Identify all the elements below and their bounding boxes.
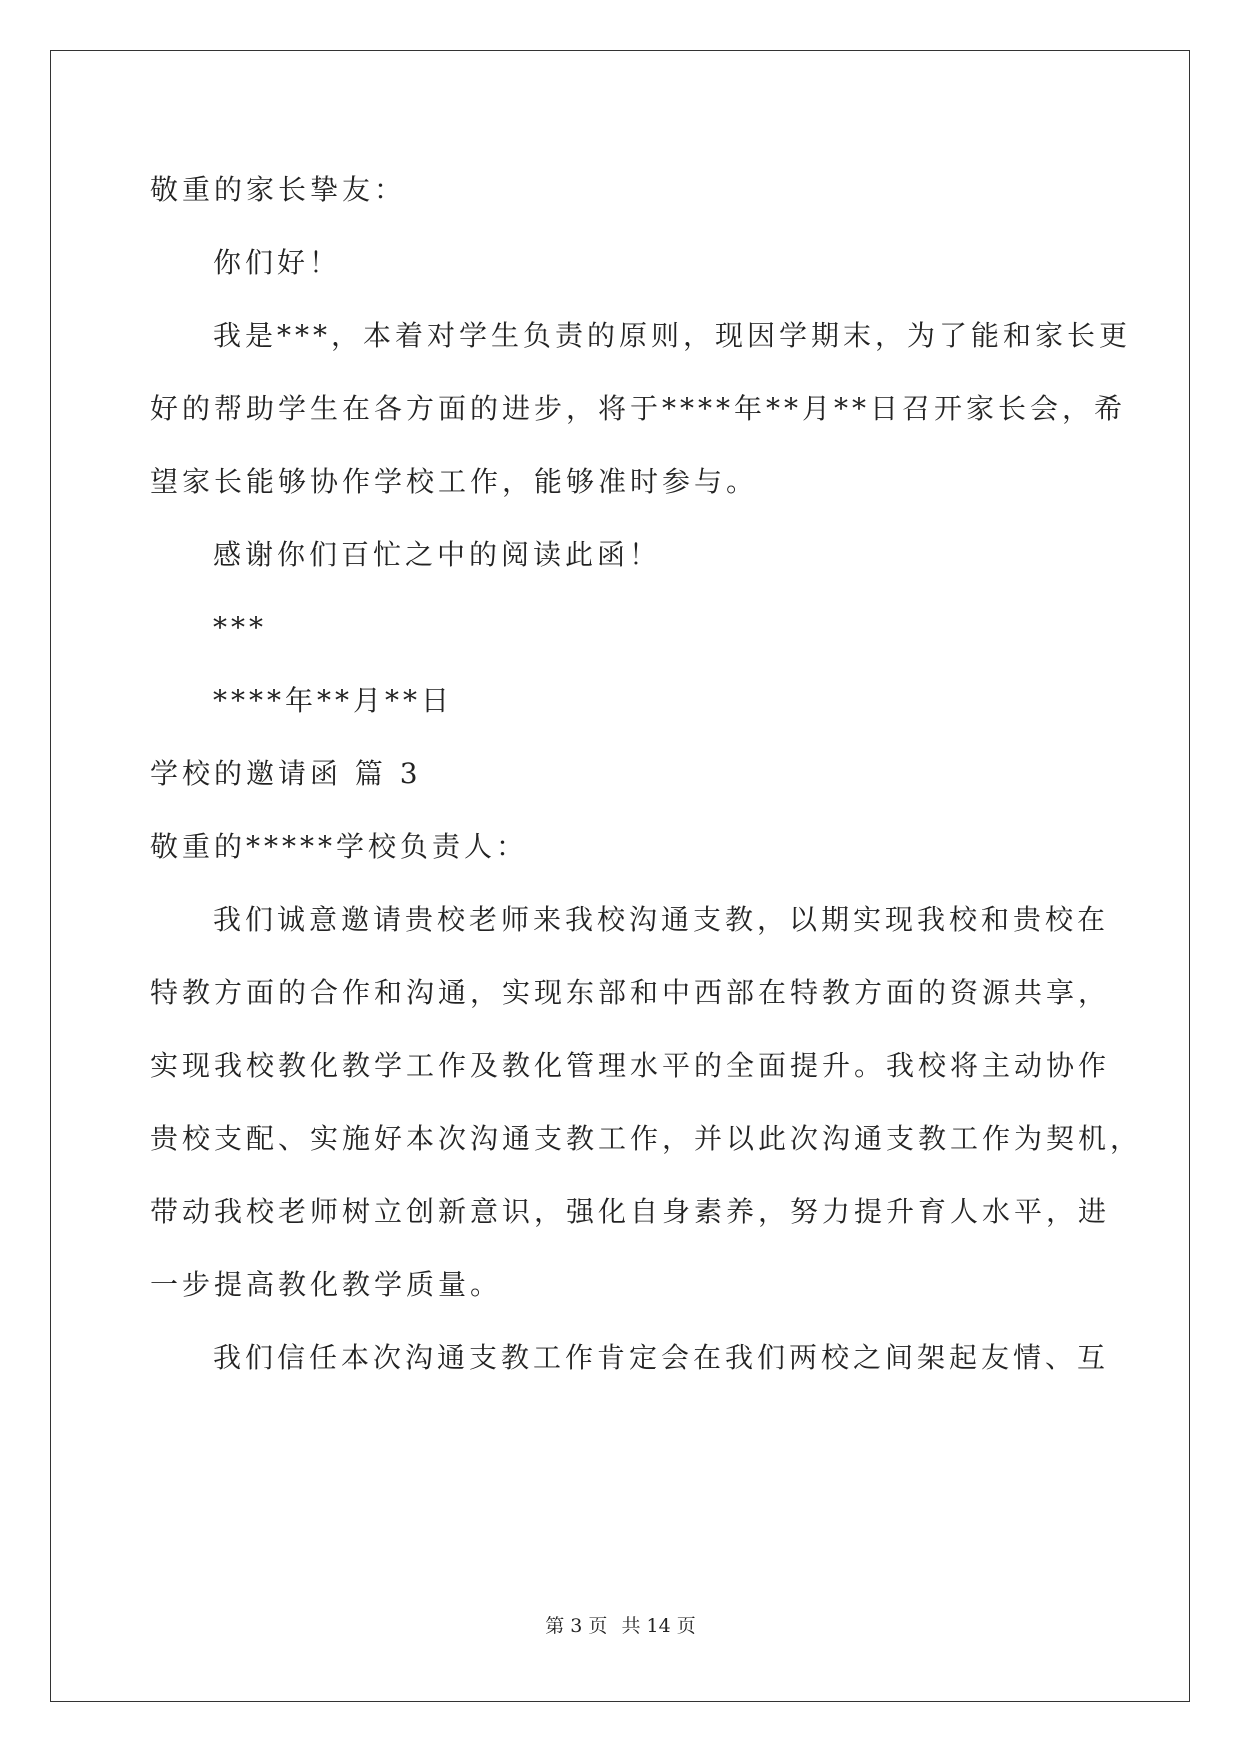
salutation-parents: 敬重的家长挚友： — [150, 173, 407, 206]
section-heading: 学校的邀请函 篇 3 — [150, 757, 422, 790]
greeting: 你们好！ — [213, 246, 342, 279]
paragraph-line: 带动我校老师树立创新意识，强化自身素养，努力提升育人水平，进 — [150, 1195, 1111, 1228]
page-border — [50, 50, 1190, 1702]
paragraph-line: 望家长能够协作学校工作，能够准时参与。 — [150, 465, 759, 498]
paragraph-line: 特教方面的合作和沟通，实现东部和中西部在特教方面的资源共享， — [150, 976, 1111, 1009]
paragraph-line: 我们诚意邀请贵校老师来我校沟通支教，以期实现我校和贵校在 — [213, 903, 1110, 936]
thanks-line: 感谢你们百忙之中的阅读此函！ — [213, 538, 662, 571]
paragraph-line: 好的帮助学生在各方面的进步，将于****年**月**日召开家长会，希 — [150, 392, 1127, 425]
page-number: 第 3 页 — [545, 1615, 608, 1637]
paragraph-line: 实现我校教化教学工作及教化管理水平的全面提升。我校将主动协作 — [150, 1049, 1111, 1082]
paragraph-line: 我们信任本次沟通支教工作肯定会在我们两校之间架起友情、互 — [213, 1341, 1110, 1374]
salutation-school: 敬重的*****学校负责人： — [150, 830, 529, 863]
date-line: ****年**月**日 — [213, 684, 454, 717]
paragraph-line: 贵校支配、实施好本次沟通支教工作，并以此次沟通支教工作为契机， — [150, 1122, 1143, 1155]
page-total: 共 14 页 — [621, 1615, 696, 1637]
paragraph-line: 我是***，本着对学生负责的原则，现因学期末，为了能和家长更 — [213, 319, 1132, 352]
paragraph-line: 一步提高教化教学质量。 — [150, 1268, 503, 1301]
page-footer — [0, 1614, 1241, 1638]
signature: *** — [213, 611, 267, 644]
